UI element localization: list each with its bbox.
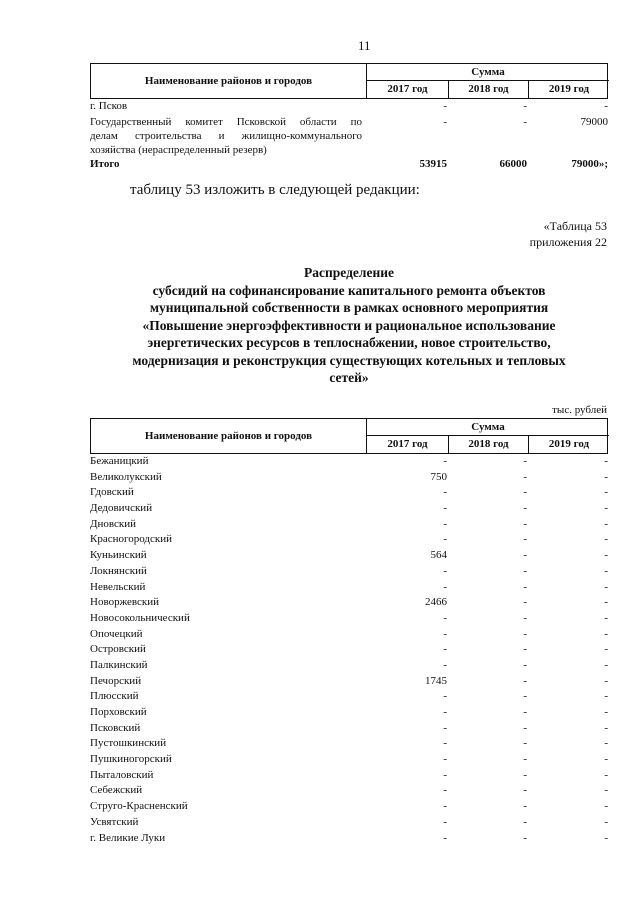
table-row: [90, 736, 608, 752]
row-value-2018: -: [523, 690, 527, 703]
row-value-2018: -: [523, 502, 527, 515]
row-value-2019: 79000: [580, 116, 608, 128]
table-row: [90, 627, 608, 643]
table-row: [90, 831, 608, 847]
distribution-table: [90, 418, 608, 846]
row-name: Опочецкий: [90, 627, 143, 640]
table-row: [90, 815, 608, 831]
row-value-2017: -: [443, 800, 447, 813]
row-name: Новосокольнический: [90, 611, 190, 624]
row-value-2018: -: [523, 549, 527, 562]
row-value-2019: -: [604, 580, 608, 593]
row-name: Порховский: [90, 706, 147, 718]
row-value-2018: -: [523, 674, 527, 687]
table-row: [90, 799, 608, 815]
table-row: [90, 689, 608, 705]
row-value-2018: -: [523, 596, 527, 609]
row-name: Струго-Красненский: [90, 800, 188, 813]
row-value-2017: -: [443, 533, 447, 546]
table-body: [90, 99, 608, 171]
row-name: Локнянский: [90, 564, 147, 577]
header-year-2018: 2018 год: [448, 81, 528, 98]
table-row: [90, 674, 608, 690]
table-row: [90, 783, 608, 799]
row-value-2017: -: [443, 502, 447, 515]
table-row-total: [90, 157, 608, 171]
row-name: Печорский: [90, 674, 142, 687]
table-row: [90, 705, 608, 721]
row-value-2019: -: [604, 611, 608, 624]
header-year-2019: 2019 год: [528, 436, 609, 453]
row-value-2018: -: [523, 768, 527, 781]
table-row: [90, 611, 608, 627]
row-value-2017: 2466: [425, 596, 447, 609]
title-line: субсидий на софинансирование капитального ремонта объектов: [152, 282, 546, 298]
row-value-2019: -: [604, 674, 608, 687]
row-value-2017: -: [443, 815, 447, 828]
row-value-2017: -: [443, 455, 447, 467]
header-year-2017: 2017 год: [387, 438, 428, 450]
page-number: 11: [358, 38, 371, 53]
title-line: «Повышение энергоэффективности и рациональное использование: [142, 317, 556, 333]
row-name: Островский: [90, 643, 146, 656]
row-value-2018: -: [523, 815, 527, 828]
table-row: [90, 99, 608, 113]
row-value-2018: -: [523, 831, 527, 844]
row-value-2018: -: [523, 564, 527, 577]
row-name-line: Государственный комитет Псковской области по: [90, 116, 362, 128]
row-value-2017: -: [443, 643, 447, 656]
row-value-2019: -: [604, 549, 608, 562]
row-name: Пустошкинский: [90, 737, 167, 750]
table-row: [90, 721, 608, 737]
table-row: [90, 470, 608, 486]
header-name-column: Наименование районов и городов: [91, 64, 367, 98]
row-name: Невельский: [90, 580, 146, 593]
title-line: модернизация и реконструкция существующих котельных и тепловых: [132, 352, 566, 368]
row-value-2017: -: [443, 486, 447, 499]
table-row: [90, 532, 608, 548]
row-value-2018: -: [523, 643, 527, 656]
row-name: Себежский: [90, 784, 143, 797]
row-value-2019: -: [604, 596, 608, 609]
title-heading: Распределение: [303, 265, 395, 280]
row-name: Новоржевский: [90, 596, 160, 609]
title-line: энергетических ресурсов в теплоснабжении, новое строительство,: [147, 335, 551, 350]
row-value-2019: -: [604, 784, 608, 797]
row-value-2019: -: [604, 517, 608, 530]
row-value-2018: 66000: [499, 158, 527, 170]
row-name: Пыталовский: [90, 768, 154, 781]
row-name: Палкинский: [90, 658, 148, 671]
table-continuation: [90, 63, 608, 171]
distribution-title: [90, 264, 608, 387]
table-row: [90, 501, 608, 517]
row-value-2018: -: [523, 721, 527, 734]
header-year-2019: 2019 год: [528, 81, 609, 98]
row-value-2018: -: [523, 611, 527, 624]
row-value-2019: -: [604, 706, 608, 718]
row-value-2017: -: [443, 517, 447, 530]
table-row: [90, 454, 608, 470]
row-value-2019: -: [604, 768, 608, 781]
title-line: сетей»: [329, 370, 369, 385]
row-value-2019: -: [604, 690, 608, 703]
table-row: [90, 548, 608, 564]
row-name: Усвятский: [90, 815, 139, 828]
row-value-2017: -: [443, 627, 447, 640]
row-value-2018: -: [523, 627, 527, 640]
row-value-2018: -: [523, 737, 527, 750]
row-name: Гдовский: [90, 486, 134, 499]
row-value-2018: -: [523, 706, 527, 718]
row-value-2017: -: [443, 737, 447, 750]
row-value-2019: -: [604, 831, 608, 844]
row-value-2019: -: [604, 753, 608, 766]
table-caption: [530, 218, 607, 250]
row-value-2019: -: [604, 721, 608, 734]
row-value-2019: -: [604, 470, 608, 483]
row-value-2018: -: [523, 470, 527, 483]
table-row: [90, 580, 608, 596]
row-value-2018: -: [523, 784, 527, 797]
row-value-2019: -: [604, 564, 608, 577]
row-name: Дедовичский: [90, 502, 153, 515]
row-name: г. Великие Луки: [90, 831, 166, 844]
row-value-2018: -: [523, 517, 527, 530]
row-value-2018: -: [523, 800, 527, 813]
row-value-2017: -: [443, 784, 447, 797]
table-header: [90, 418, 608, 454]
table-row-gov-committee: [90, 115, 608, 157]
row-name: Дновский: [90, 517, 137, 530]
table-row: [90, 768, 608, 784]
row-value-2017: -: [443, 753, 447, 766]
row-value-2017: -: [443, 564, 447, 577]
row-value-2018: -: [523, 486, 527, 499]
title-line: муниципальной собственности в рамках основного мероприятия: [149, 300, 549, 315]
row-name: Плюсский: [90, 690, 139, 703]
row-name-line: делам строительства и жилищно-коммунального: [90, 130, 362, 142]
instruction-paragraph: таблицу 53 изложить в следующей редакции:: [130, 182, 420, 198]
header-sum: Сумма: [367, 419, 609, 436]
header-sum: Сумма: [367, 64, 609, 81]
row-value-2017: -: [443, 706, 447, 718]
row-value-2017: 750: [430, 470, 447, 483]
row-value-2018: -: [523, 658, 527, 671]
row-name: Куньинский: [90, 549, 147, 562]
row-value-2019: -: [604, 643, 608, 656]
row-name: Красногородский: [90, 533, 173, 546]
row-value-2019: -: [604, 627, 608, 640]
table-row: [90, 517, 608, 533]
row-name: Пушкиногорский: [90, 753, 172, 766]
row-value-2017: -: [443, 768, 447, 781]
row-value-2017: -: [443, 580, 447, 593]
row-value-2018: -: [523, 100, 527, 112]
table-body: [90, 454, 608, 846]
row-name: Итого: [90, 158, 120, 170]
row-value-2017: -: [443, 611, 447, 624]
caption-line: «Таблица 53: [543, 219, 607, 233]
row-value-2018: -: [523, 580, 527, 593]
row-name: Бежаницкий: [90, 455, 149, 467]
row-value-2017: -: [443, 721, 447, 734]
row-value-2017: -: [443, 831, 447, 844]
row-name: Псковский: [90, 721, 141, 734]
row-name: [90, 115, 362, 157]
table-row: [90, 564, 608, 580]
row-name-line: хозяйства (нераспределенный резерв): [90, 144, 267, 156]
row-value-2018: -: [523, 533, 527, 546]
row-value-2017: -: [443, 658, 447, 671]
row-value-2018: -: [523, 116, 527, 128]
row-value-2019: -: [604, 455, 608, 467]
row-value-2017: 564: [430, 549, 447, 562]
row-value-2018: -: [523, 455, 527, 467]
row-value-2018: -: [523, 753, 527, 766]
row-value-2019: -: [604, 658, 608, 671]
row-value-2017: 1745: [425, 674, 447, 687]
row-value-2019: -: [604, 737, 608, 750]
row-value-2019: -: [604, 533, 608, 546]
row-value-2017: 53915: [419, 158, 447, 170]
table-row: [90, 752, 608, 768]
header-year-2018: 2018 год: [448, 436, 528, 453]
row-value-2019: -: [604, 800, 608, 813]
units-label: тыс. рублей: [552, 404, 607, 416]
row-value-2019: -: [604, 815, 608, 828]
table-row: [90, 485, 608, 501]
table-row: [90, 595, 608, 611]
row-value-2019: -: [604, 502, 608, 515]
row-value-2019: 79000»;: [571, 158, 608, 170]
row-value-2019: -: [604, 100, 608, 112]
row-value-2017: -: [443, 100, 447, 112]
row-name: Великолукский: [90, 470, 162, 483]
table-row: [90, 658, 608, 674]
caption-line: приложения 22: [529, 235, 607, 249]
header-year-2017: 2017 год: [387, 83, 428, 95]
row-name: г. Псков: [90, 100, 128, 112]
table-header: [90, 63, 608, 99]
table-row: [90, 642, 608, 658]
row-value-2017: -: [443, 690, 447, 703]
header-name-column: Наименование районов и городов: [91, 419, 367, 453]
row-value-2019: -: [604, 486, 608, 499]
row-value-2017: -: [443, 116, 447, 128]
